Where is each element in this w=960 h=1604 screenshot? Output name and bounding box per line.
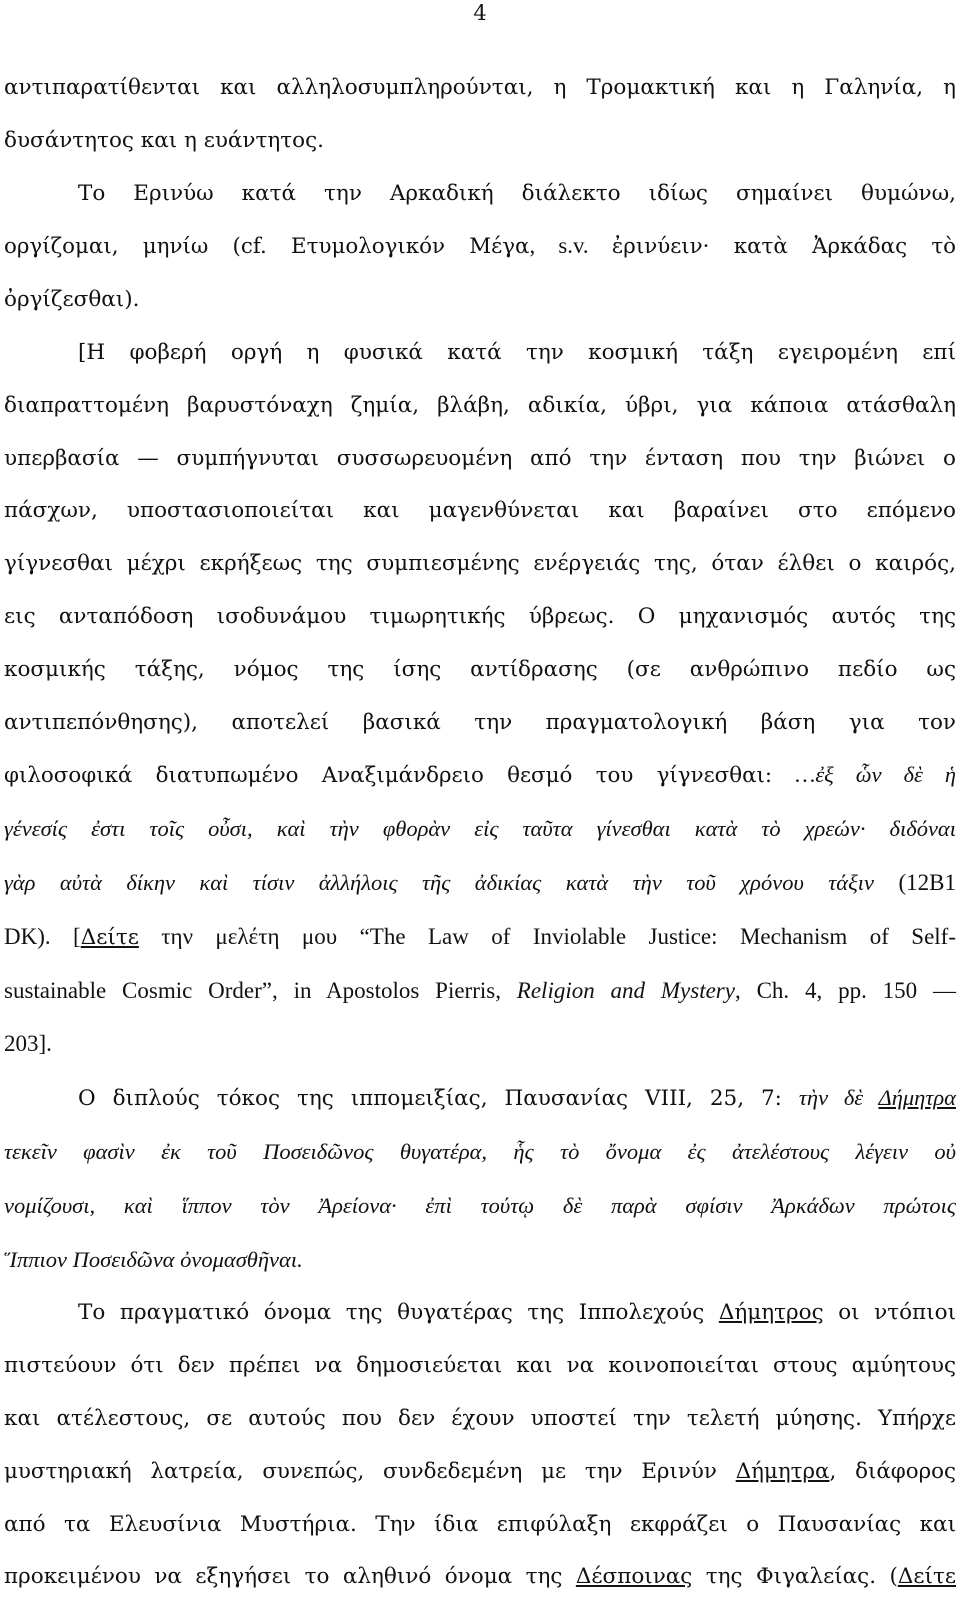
text-run: της Φιγαλείας. (: [692, 1564, 898, 1590]
text-line: [4, 538, 956, 591]
text-line: [4, 1551, 956, 1604]
text-run: ).: [124, 287, 140, 313]
text-run: Ετυμολογικόν Μέγα: [291, 234, 530, 260]
paragraph-1: [4, 62, 956, 168]
text-run: εις ανταπόδοση ισοδυνάμου τιμωρητικής ύβρεως. Ο μηχανισμός αυτός της: [4, 603, 956, 629]
text-run: και ατέλεστους, σε αυτούς που δεν έχουν υποστεί την τελετή μύησης. Υπήρχε: [4, 1405, 956, 1431]
text-run: , s.v.: [529, 233, 612, 259]
text-line: [4, 220, 956, 274]
text-line: [4, 697, 956, 750]
text-line: [4, 803, 956, 857]
text-run: υπερβασία — συμπήγνυται συσσωρευομένη από την ένταση που την βιώνει ο: [4, 445, 956, 471]
text-run: (12B1: [873, 869, 956, 895]
text-run: , διάφορος: [829, 1458, 957, 1484]
book-title: Religion and Mystery: [516, 977, 735, 1003]
text-line: [4, 857, 956, 911]
greek-quote: …ἐξ ὧν δὲ ἡ: [795, 762, 957, 788]
text-run: γίγνεσθαι μέχρι εκρήξεως της συμπιεσμένης ενέργειάς της, όταν έλθει ο καιρός,: [4, 551, 956, 577]
text-run: αντιπαρατίθενται και αλληλοσυμπληρούνται, η Τρομακτική και η Γαληνία, η: [4, 75, 956, 100]
text-line: [4, 1287, 956, 1340]
text-run: από τα Ελευσίνια Μυστήρια. Την ίδια επιφύλαξη εκφράζει ο Παυσανίας και: [4, 1511, 956, 1537]
text-run: , Ch. 4, pp. 150 —: [734, 977, 956, 1003]
greek-quote: γὰρ αὐτὰ δίκην καὶ τίσιν ἀλλήλοις τῆς ἀδικίας κατὰ τὴν τοῦ χρόνου τάξιν: [4, 869, 874, 895]
text-line: [4, 1072, 956, 1126]
text-line: [4, 380, 956, 433]
text-run: [Η φοβερή οργή η φυσικά κατά την κοσμική τάξη εγειρομένη επί: [78, 339, 956, 365]
text-run: κοσμικής τάξης, νόμος της ίσης αντίδρασης (σε ανθρώπινο πεδίο ως: [4, 656, 956, 682]
greek-quote: γένεσίς ἐστι τοῖς οὖσι, καὶ τὴν φθορὰν εἰς ταῦτα γίνεσθαι κατὰ τὸ χρεών· διδόναι: [4, 816, 956, 842]
text-run: 203].: [4, 1031, 52, 1057]
greek-quote: τεκεῖν φασὶν ἐκ τοῦ Ποσειδῶνος θυγατέρα, ἧς τὸ ὄνομα ἐς ἀτελέστους λέγειν οὐ: [4, 1138, 956, 1164]
text-line: [4, 591, 956, 644]
text-line: [4, 749, 956, 803]
text-run: Το πραγματικό όνομα της θυγατέρας της Ιππολεχούς: [78, 1300, 719, 1326]
text-run: Δήμητρα: [735, 1458, 830, 1484]
paragraph-3: [4, 327, 956, 1072]
text-line: [4, 1126, 956, 1180]
greek-quote: ἐρινύειν· κατὰ Ἀρκάδας τὸ: [611, 234, 957, 260]
text-line: [4, 433, 956, 486]
greek-quote: Δήμητρα: [878, 1085, 956, 1111]
text-run: φιλοσοφικά διατυπωμένο Αναξιμάνδρειο θεσμό του γίγνεσθαι:: [4, 763, 796, 789]
text-line: [4, 1234, 956, 1288]
document-body: [4, 62, 956, 1604]
text-run: προκειμένου να εξηγήσει το αληθινό όνομα της: [4, 1564, 576, 1590]
text-line: [4, 327, 956, 380]
text-run: αντιπεπόνθησης), αποτελεί βασικά την πραγματολογική βάση για τον: [4, 709, 956, 735]
greek-quote: ὀργίζεσθαι: [4, 287, 125, 313]
page-number: 4: [473, 1, 487, 25]
text-run: Δείτε: [897, 1564, 956, 1590]
text-line: [4, 965, 956, 1019]
text-run: πάσχων, υποστασιοποιείται και μαγενθύνεται και βαραίνει στο επόμενο: [4, 498, 956, 524]
text-run: Ο διπλούς τόκος της ιππομειξίας, Παυσανίας VIII, 25, 7:: [78, 1086, 799, 1112]
text-line: [4, 1180, 956, 1234]
text-run: sustainable Cosmic Order”, in Apostolos Pierris,: [4, 977, 517, 1003]
text-line: [4, 485, 956, 538]
text-run: Δήμητρος: [718, 1300, 824, 1326]
text-line: [4, 115, 956, 168]
paragraph-2: [4, 168, 956, 327]
text-line: [4, 1499, 956, 1552]
text-line: [4, 1393, 956, 1446]
text-run: Δείτε: [80, 924, 139, 950]
text-run: την μελέτη μου “The Law of Inviolable Justice: Mechanism of Self-: [138, 923, 956, 949]
text-line: [4, 62, 956, 115]
text-run: οι ντόπιοι: [823, 1300, 956, 1326]
paragraph-5: [4, 1287, 956, 1604]
text-line: [4, 1446, 956, 1499]
text-run: DK). [: [4, 923, 81, 949]
text-line: [4, 274, 956, 327]
text-run: Το Ερινύω κατά την Αρκαδική διάλεκτο ιδίως σημαίνει θυμώνω,: [78, 180, 956, 206]
text-line: [4, 911, 956, 965]
text-line: [4, 1018, 956, 1072]
text-run: διαπραττομένη βαρυστόναχη ζημία, βλάβη, αδικία, ύβρι, για κάποια ατάσθαλη: [4, 392, 956, 418]
text-line: [4, 644, 956, 697]
text-run: Δέσποινας: [575, 1564, 693, 1590]
text-run: πιστεύουν ότι δεν πρέπει να δημοσιεύεται και να κοινοποιείται στους αμύητους: [4, 1353, 956, 1379]
text-line: [4, 168, 956, 221]
text-run: μυστηριακή λατρεία, συνεπώς, συνδεδεμένη με την Ερινύν: [4, 1458, 736, 1484]
greek-quote: τὴν δὲ: [798, 1085, 879, 1111]
text-run: δυσάντητος και η ευάντητος.: [4, 127, 324, 153]
paragraph-4: [4, 1072, 956, 1287]
text-run: οργίζομαι, μηνίω (cf.: [4, 234, 292, 260]
greek-quote: νομίζουσι, καὶ ἵππον τὸν Ἀρείονα· ἐπὶ τούτῳ δὲ παρὰ σφίσιν Ἀρκάδων πρώτοις: [4, 1192, 956, 1218]
text-line: [4, 1340, 956, 1393]
greek-quote: Ἵππιον Ποσειδῶνα ὀνομασθῆναι.: [4, 1246, 303, 1272]
